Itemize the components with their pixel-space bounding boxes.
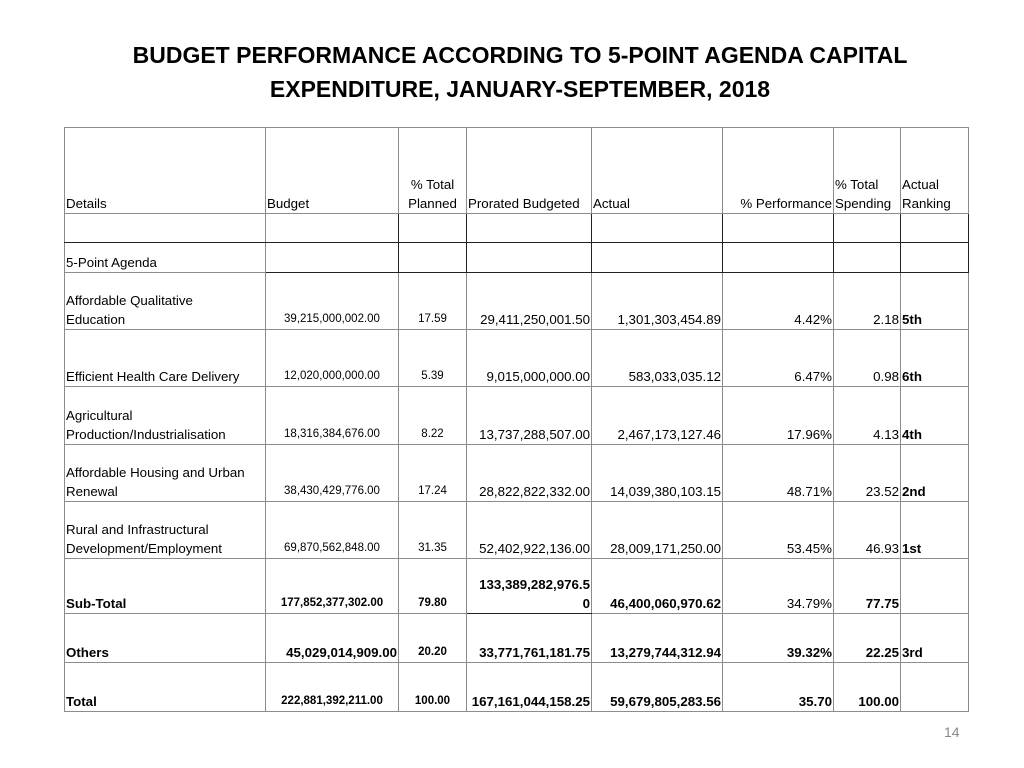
row-budget: 12,020,000,000.00 bbox=[266, 330, 399, 387]
row-pct-spending: 4.13 bbox=[834, 387, 901, 445]
others-performance: 39.32% bbox=[723, 614, 834, 663]
row-pct-planned: 8.22 bbox=[399, 387, 467, 445]
row-actual: 2,467,173,127.46 bbox=[592, 387, 723, 445]
row-actual: 14,039,380,103.15 bbox=[592, 445, 723, 502]
page-title bbox=[0, 38, 1024, 106]
others-row bbox=[65, 614, 969, 663]
row-ranking: 1st bbox=[901, 502, 969, 559]
row-pct-planned: 5.39 bbox=[399, 330, 467, 387]
subtotal-performance: 34.79% bbox=[723, 559, 834, 614]
row-details: Affordable Qualitative Education bbox=[65, 273, 266, 330]
row-pct-planned: 17.24 bbox=[399, 445, 467, 502]
row-pct-spending: 46.93 bbox=[834, 502, 901, 559]
row-performance: 48.71% bbox=[723, 445, 834, 502]
row-performance: 17.96% bbox=[723, 387, 834, 445]
row-prorated: 52,402,922,136.00 bbox=[467, 502, 592, 559]
header-budget: Budget bbox=[266, 128, 399, 214]
row-budget: 69,870,562,848.00 bbox=[266, 502, 399, 559]
section-row bbox=[65, 243, 969, 273]
subtotal-pct-spending: 77.75 bbox=[834, 559, 901, 614]
row-budget: 18,316,384,676.00 bbox=[266, 387, 399, 445]
table-row bbox=[65, 273, 969, 330]
row-ranking: 6th bbox=[901, 330, 969, 387]
total-actual: 59,679,805,283.56 bbox=[592, 663, 723, 712]
header-ranking: Actual Ranking bbox=[901, 128, 969, 214]
row-ranking: 2nd bbox=[901, 445, 969, 502]
row-details: Rural and Infrastructural Development/Employment bbox=[65, 502, 266, 559]
others-actual: 13,279,744,312.94 bbox=[592, 614, 723, 663]
subtotal-details: Sub-Total bbox=[65, 559, 266, 614]
title-line-1: BUDGET PERFORMANCE ACCORDING TO 5-POINT AGENDA CAPITAL bbox=[132, 42, 908, 68]
total-pct-planned: 100.00 bbox=[399, 663, 467, 712]
row-actual: 583,033,035.12 bbox=[592, 330, 723, 387]
others-details: Others bbox=[65, 614, 266, 663]
subtotal-actual: 46,400,060,970.62 bbox=[592, 559, 723, 614]
header-performance: % Performance bbox=[723, 128, 834, 214]
others-pct-planned: 20.20 bbox=[399, 614, 467, 663]
row-pct-spending: 0.98 bbox=[834, 330, 901, 387]
row-performance: 4.42% bbox=[723, 273, 834, 330]
row-performance: 6.47% bbox=[723, 330, 834, 387]
subtotal-pct-planned: 79.80 bbox=[399, 559, 467, 614]
row-performance: 53.45% bbox=[723, 502, 834, 559]
header-details: Details bbox=[65, 128, 266, 214]
row-actual: 1,301,303,454.89 bbox=[592, 273, 723, 330]
page-number: 14 bbox=[944, 724, 960, 740]
row-pct-planned: 31.35 bbox=[399, 502, 467, 559]
total-pct-spending: 100.00 bbox=[834, 663, 901, 712]
table-row bbox=[65, 502, 969, 559]
table-row bbox=[65, 445, 969, 502]
header-actual: Actual bbox=[592, 128, 723, 214]
subtotal-ranking bbox=[901, 559, 969, 614]
table-row bbox=[65, 330, 969, 387]
header-pct-spending: % Total Spending bbox=[834, 128, 901, 214]
section-label: 5-Point Agenda bbox=[65, 243, 266, 273]
total-performance: 35.70 bbox=[723, 663, 834, 712]
header-prorated: Prorated Budgeted bbox=[467, 128, 592, 214]
row-details: Agricultural Production/Industrialisation bbox=[65, 387, 266, 445]
blank-row bbox=[65, 214, 969, 243]
others-pct-spending: 22.25 bbox=[834, 614, 901, 663]
total-budget: 222,881,392,211.00 bbox=[266, 663, 399, 712]
row-pct-spending: 2.18 bbox=[834, 273, 901, 330]
row-budget: 39,215,000,002.00 bbox=[266, 273, 399, 330]
subtotal-budget: 177,852,377,302.00 bbox=[266, 559, 399, 614]
budget-table bbox=[64, 127, 969, 712]
title-line-2: EXPENDITURE, JANUARY-SEPTEMBER, 2018 bbox=[269, 76, 771, 102]
row-budget: 38,430,429,776.00 bbox=[266, 445, 399, 502]
subtotal-row bbox=[65, 559, 969, 614]
row-ranking: 5th bbox=[901, 273, 969, 330]
row-actual: 28,009,171,250.00 bbox=[592, 502, 723, 559]
others-budget: 45,029,014,909.00 bbox=[266, 614, 399, 663]
table-row bbox=[65, 387, 969, 445]
row-prorated: 9,015,000,000.00 bbox=[467, 330, 592, 387]
row-ranking: 4th bbox=[901, 387, 969, 445]
others-ranking: 3rd bbox=[901, 614, 969, 663]
row-prorated: 29,411,250,001.50 bbox=[467, 273, 592, 330]
header-pct-planned: % Total Planned bbox=[399, 128, 467, 214]
row-pct-spending: 23.52 bbox=[834, 445, 901, 502]
row-prorated: 28,822,822,332.00 bbox=[467, 445, 592, 502]
header-row bbox=[65, 128, 969, 214]
row-details: Efficient Health Care Delivery bbox=[65, 330, 266, 387]
total-row bbox=[65, 663, 969, 712]
row-pct-planned: 17.59 bbox=[399, 273, 467, 330]
total-details: Total bbox=[65, 663, 266, 712]
total-ranking bbox=[901, 663, 969, 712]
subtotal-prorated: 133,389,282,976.5 0 bbox=[467, 559, 592, 614]
row-prorated: 13,737,288,507.00 bbox=[467, 387, 592, 445]
row-details: Affordable Housing and Urban Renewal bbox=[65, 445, 266, 502]
total-prorated: 167,161,044,158.25 bbox=[467, 663, 592, 712]
others-prorated: 33,771,761,181.75 bbox=[467, 614, 592, 663]
